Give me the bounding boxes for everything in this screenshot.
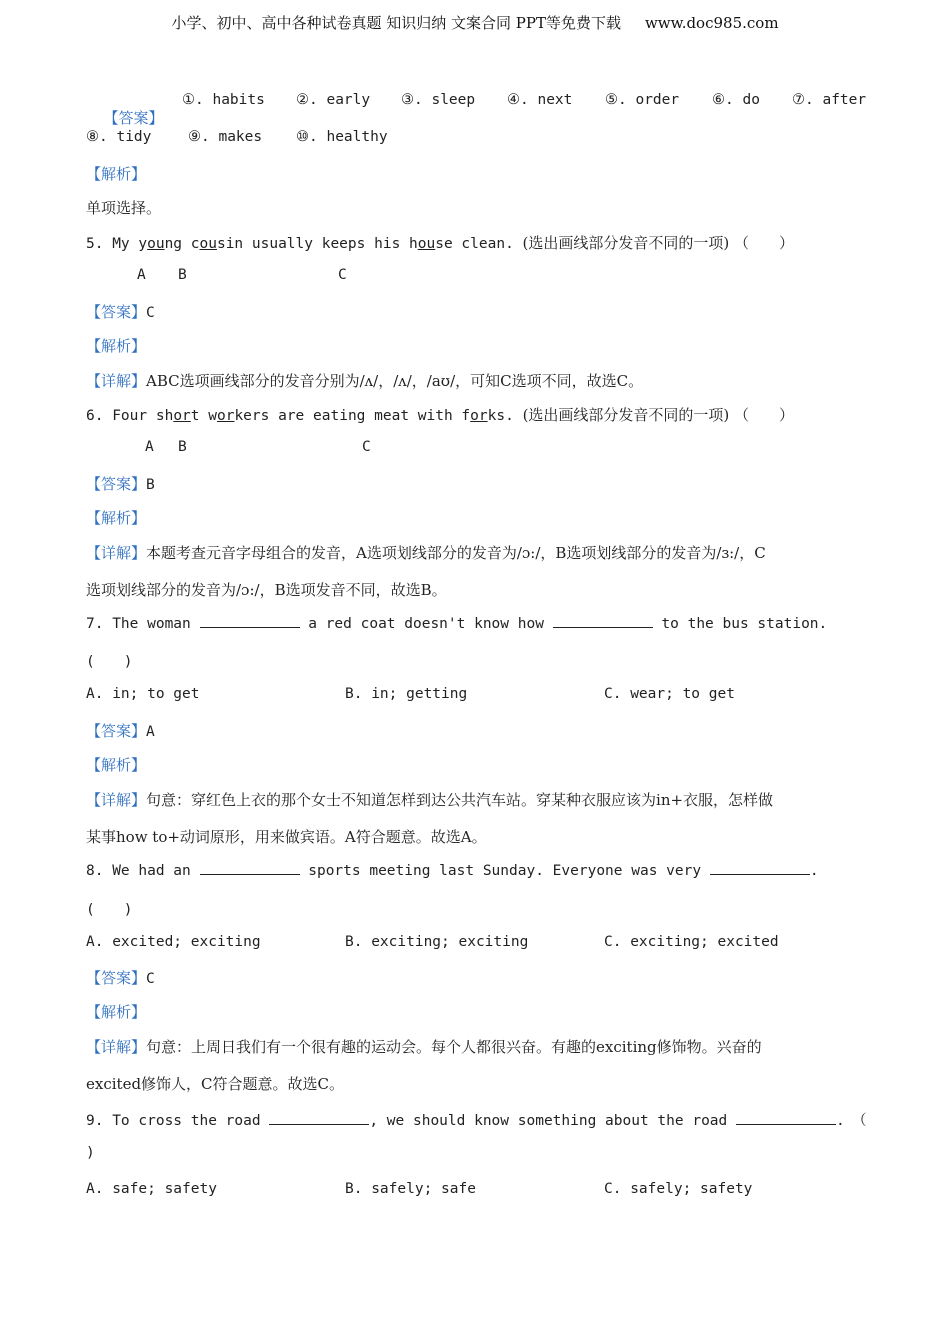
q7-detail-2: 某事how to+动词原形，用来做宾语。A符合题意。故选A。 bbox=[86, 828, 487, 846]
q9-option-c: C. safely; safety bbox=[604, 1181, 753, 1197]
q7-blank-1 bbox=[200, 615, 300, 628]
q6-label-b: B bbox=[178, 439, 187, 455]
q6-detail-1: 【详解】本题考查元音字母组合的发音，A选项划线部分的发音为/ɔ:/，B选项划线部分的发音为/ɜ:/，C bbox=[86, 544, 766, 562]
q8-answer: 【答案】C bbox=[86, 969, 155, 987]
q4-answer-3: ③. sleep bbox=[401, 92, 476, 108]
q8-question: 8. We had an sports meeting last Sunday. Everyone was very . bbox=[86, 863, 819, 879]
q5-label-c: C bbox=[338, 267, 347, 283]
q7-option-a: A. in; to get bbox=[86, 686, 200, 702]
q6-detail-2: 选项划线部分的发音为/ɔ:/，B选项发音不同，故选B。 bbox=[86, 581, 447, 599]
q5-analysis-tag: 【解析】 bbox=[86, 337, 147, 355]
q9-blank-2 bbox=[736, 1112, 836, 1125]
q7-option-b: B. in; getting bbox=[345, 686, 468, 702]
page-header bbox=[0, 12, 950, 33]
q4-answer-7: ⑦. after bbox=[792, 92, 867, 108]
q7-option-c: C. wear; to get bbox=[604, 686, 735, 702]
q5-question: 5. My young cousin usually keeps his house clean. (选出画线部分发音不同的一项) （ ） bbox=[86, 234, 795, 252]
q4-analysis-tag: 【解析】 bbox=[86, 165, 147, 183]
q4-answer-5: ⑤. order bbox=[605, 92, 680, 108]
q4-answer-2: ②. early bbox=[296, 92, 371, 108]
q4-answer-8: ⑧. tidy bbox=[86, 129, 152, 145]
q4-answer-1: ①. habits bbox=[182, 92, 265, 108]
q8-detail-2: excited修饰人，C符合题意。故选C。 bbox=[86, 1075, 344, 1093]
q7-blank-2 bbox=[553, 615, 653, 628]
q7-question: 7. The woman a red coat doesn't know how to the bus station. bbox=[86, 616, 828, 632]
q8-detail-1: 【详解】句意：上周日我们有一个很有趣的运动会。每个人都很兴奋。有趣的exciting修饰物。兴奋的 bbox=[86, 1038, 762, 1056]
q8-blank-1 bbox=[200, 862, 300, 875]
q5-label-a: A bbox=[137, 267, 146, 283]
q4-answer-9: ⑨. makes bbox=[188, 129, 263, 145]
q4-answer-6: ⑥. do bbox=[712, 92, 760, 108]
q7-paren: ( ) bbox=[86, 654, 133, 670]
q7-analysis-tag: 【解析】 bbox=[86, 756, 147, 774]
q6-label-a: A bbox=[145, 439, 154, 455]
q9-option-b: B. safely; safe bbox=[345, 1181, 476, 1197]
q4-analysis-text: 单项选择。 bbox=[86, 199, 162, 217]
q6-label-c: C bbox=[362, 439, 371, 455]
q5-answer: 【答案】C bbox=[86, 303, 155, 321]
q8-analysis-tag: 【解析】 bbox=[86, 1003, 147, 1021]
q6-answer: 【答案】B bbox=[86, 475, 155, 493]
q4-answer-line-1 bbox=[86, 91, 163, 128]
q7-answer: 【答案】A bbox=[86, 722, 155, 740]
q9-blank-1 bbox=[269, 1112, 369, 1125]
header-title: 小学、初中、高中各种试卷真题 知识归纳 文案合同 PPT等免费下载 bbox=[171, 14, 621, 32]
q8-option-c: C. exciting; excited bbox=[604, 934, 779, 950]
q9-option-a: A. safe; safety bbox=[86, 1181, 217, 1197]
q7-detail-1: 【详解】句意：穿红色上衣的那个女士不知道怎样到达公共汽车站。穿某种衣服应该为in+衣服，怎样做 bbox=[86, 791, 774, 809]
q4-answer-4: ④. next bbox=[507, 92, 573, 108]
q8-paren: ( ) bbox=[86, 902, 133, 918]
q8-option-b: B. exciting; exciting bbox=[345, 934, 529, 950]
q6-analysis-tag: 【解析】 bbox=[86, 509, 147, 527]
q8-blank-2 bbox=[710, 862, 810, 875]
q6-question: 6. Four short workers are eating meat with forks. (选出画线部分发音不同的一项) （ ） bbox=[86, 406, 795, 424]
q4-answer-10: ⑩. healthy bbox=[296, 129, 388, 145]
q9-paren: ) bbox=[86, 1145, 95, 1161]
q8-option-a: A. excited; exciting bbox=[86, 934, 261, 950]
q5-label-b: B bbox=[178, 267, 187, 283]
q9-question: 9. To cross the road , we should know something about the road . （ bbox=[86, 1113, 867, 1129]
header-site: www.doc985.com bbox=[644, 14, 779, 32]
q5-detail: 【详解】ABC选项画线部分的发音分别为/ʌ/，/ʌ/，/aʊ/，可知C选项不同，故选C。 bbox=[86, 372, 644, 390]
answer-tag: 【答案】 bbox=[103, 109, 164, 127]
